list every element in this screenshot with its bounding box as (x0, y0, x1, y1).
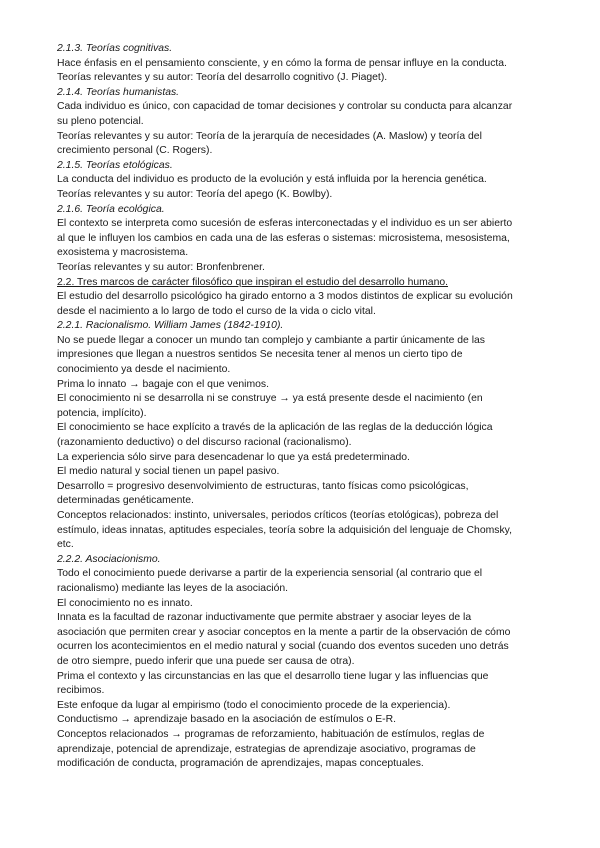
paragraph-line: estímulo, ideas innatas, aptitudes especiales, teoría sobre la adquisición del lenguaje de Chomsky, (57, 524, 512, 536)
paragraph-line: Innata es la facultad de razonar inductivamente que permite abstraer y asociar leyes de la (57, 612, 472, 624)
paragraph-line: modificación de conducta, programación de aprendizajes, mapas conceptuales. (57, 758, 424, 770)
paragraph-line: Hace énfasis en el pensamiento consciente, y en cómo la forma de pensar influye en la conducta. (57, 57, 507, 69)
paragraph-line: Todo el conocimiento puede derivarse a partir de la experiencia sensorial (al contrario que el (57, 568, 483, 580)
paragraph-line: Conceptos relacionados: instinto, universales, periodos críticos (teorías etológicas), pobreza del (57, 510, 499, 521)
paragraph-line: Cada individuo es único, con capacidad de tomar decisiones y controlar su conducta para alcanzar (57, 101, 513, 113)
paragraph-line: No se puede llegar a conocer un mundo tan complejo y cambiante a partir únicamente de las (57, 334, 485, 346)
section-heading: 2.2.2. Asociacionismo. (57, 553, 161, 565)
paragraph-line: impresiones que llegan a nuestros sentidos Se necesita tener al menos un cierto tipo de (57, 349, 463, 361)
paragraph-line: desde el nacimiento a lo largo de todo el curso de la vida o ciclo vital. (57, 305, 376, 317)
paragraph-line: Prima lo innato → bagaje con el que venimos. (57, 378, 269, 390)
chapter-heading: 2.2. Tres marcos de carácter filosófico que inspiran el estudio del desarrollo humano. (57, 276, 449, 288)
paragraph-line: El conocimiento ni se desarrolla ni se construye → ya está presente desde el nacimiento (en (57, 393, 483, 405)
paragraph-line: Teorías relevantes y su autor: Bronfenbrener. (57, 261, 265, 273)
paragraph-line: al que le influyen los cambios en cada una de las esferas o sistemas: microsistema, mesosistema, (57, 232, 510, 244)
section-heading: 2.2.1. Racionalismo. William James (1842-1910). (57, 320, 284, 332)
paragraph-line: La conducta del individuo es producto de la evolución y está influida por la herencia genética. (57, 174, 487, 186)
paragraph-line: aprendizaje, potencial de aprendizaje, estrategias de aprendizaje asociativo, programas de (57, 743, 476, 755)
paragraph-line: Teorías relevantes y su autor: Teoría del apego (K. Bowlby). (57, 188, 333, 200)
paragraph-line: crecimiento personal (C. Rogers). (57, 145, 213, 157)
paragraph-line: potencia, implícito). (57, 407, 147, 419)
section-heading: 2.1.4. Teorías humanistas. (57, 86, 180, 98)
paragraph-line: asociación que permiten crear y asociar conceptos en la mente a partir de la observación de cómo (57, 626, 511, 638)
paragraph-line: El contexto se interpreta como sucesión de esferas interconectadas y el individuo es un ser abierto (57, 218, 513, 230)
paragraph-line: racionalismo) mediante las leyes de la asociación. (57, 582, 289, 594)
paragraph-line: (razonamiento deductivo) o del discurso racional (racionalismo). (57, 437, 352, 449)
paragraph-line: Conductismo → aprendizaje basado en la asociación de estímulos o E-R. (57, 714, 397, 726)
document-body (57, 42, 547, 772)
section-heading: 2.1.6. Teoría ecológica. (57, 203, 165, 215)
paragraph-line: exosistema y macrosistema. (57, 247, 189, 259)
paragraph-line: ocurren los acontecimientos en el medio natural y social (cuando dos eventos suceden uno detrás (57, 641, 509, 653)
paragraph-line: recibimos. (57, 685, 105, 697)
paragraph-line: su pleno potencial. (57, 115, 144, 127)
paragraph-line: Teorías relevantes y su autor: Teoría de la jerarquía de necesidades (A. Maslow) y teoría del (57, 130, 482, 142)
paragraph-line: El medio natural y social tienen un papel pasivo. (57, 466, 280, 478)
paragraph-line: El estudio del desarrollo psicológico ha girado entorno a 3 modos distintos de explicar su evolución (57, 291, 513, 303)
paragraph-line: Prima el contexto y las circunstancias en las que el desarrollo tiene lugar y las influencias que (57, 670, 489, 682)
paragraph-line: Conceptos relacionados → programas de reforzamiento, habituación de estímulos, reglas de (57, 728, 485, 740)
paragraph-line: El conocimiento no es innato. (57, 597, 193, 609)
paragraph-line: Teorías relevantes y su autor: Teoría del desarrollo cognitivo (J. Piaget). (57, 72, 388, 84)
paragraph-line: etc. (57, 539, 74, 551)
paragraph-line: conocimiento ya desde el nacimiento. (57, 364, 231, 376)
paragraph-line: de otro siempre, puedo inferir que una puede ser causa de otra). (57, 655, 355, 667)
paragraph-line: determinadas genéticamente. (57, 495, 194, 507)
paragraph-line: Desarrollo = progresivo desenvolvimiento de estructuras, tanto físicas como psicológicas, (57, 480, 469, 492)
section-heading: 2.1.3. Teorías cognitivas. (57, 43, 173, 54)
section-heading: 2.1.5. Teorías etológicas. (57, 159, 173, 171)
paragraph-line: Este enfoque da lugar al empirismo (todo el conocimiento procede de la experiencia). (57, 699, 451, 711)
paragraph-line: El conocimiento se hace explícito a través de la aplicación de las reglas de la deducción lógica (57, 422, 493, 434)
paragraph-line: La experiencia sólo sirve para desencadenar lo que ya está predeterminado. (57, 451, 410, 463)
